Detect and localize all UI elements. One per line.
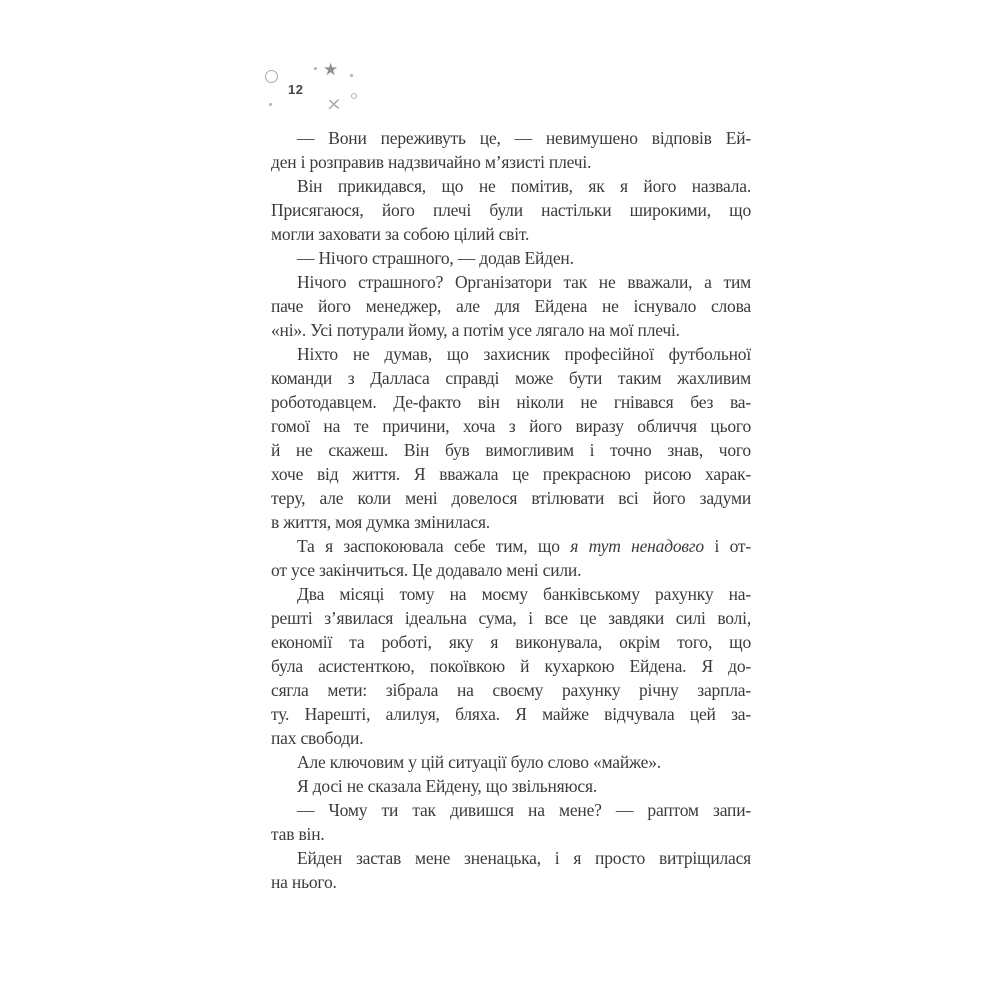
text-line xyxy=(271,726,751,750)
text-line xyxy=(271,414,751,438)
text-segment: Я досі не сказала Ейдену, що звільняюся. xyxy=(297,776,598,796)
text-line xyxy=(271,630,751,654)
text-line xyxy=(271,390,751,414)
text-segment: могли заховати за собою цілий світ. xyxy=(271,224,530,244)
text-segment: економії та роботі, яку я виконувала, окрім того, що xyxy=(271,632,751,652)
text-line xyxy=(271,798,751,822)
text-line xyxy=(271,270,751,294)
text-segment: Але ключовим у цій ситуації було слово «майже». xyxy=(297,752,661,772)
text-segment: «ні». Усі потурали йому, а потім усе лягало на мої плечі. xyxy=(271,320,680,340)
dot-icon xyxy=(269,103,272,106)
small-circle-icon xyxy=(351,93,357,99)
text-line xyxy=(271,342,751,366)
text-segment: Присягаюся, його плечі були настільки широкими, що xyxy=(271,200,751,220)
text-line xyxy=(271,198,751,222)
text-line xyxy=(271,654,751,678)
text-segment: Ейден застав мене зненацька, і я просто витріщилася xyxy=(297,848,751,868)
text-segment: команди з Далласа справді може бути таким жахливим xyxy=(271,368,751,388)
text-line xyxy=(271,294,751,318)
text-segment: — Чому ти так дивишся на мене? — раптом запи- xyxy=(297,800,751,820)
text-segment: гомої на те причини, хоча з його виразу обличчя цього xyxy=(271,416,751,436)
text-segment: — Нічого страшного, — додав Ейден. xyxy=(297,248,574,268)
dot-icon xyxy=(314,67,317,70)
text-line xyxy=(271,870,751,894)
text-segment: решті з’явилася ідеальна сума, і все це завдяки силі волі, xyxy=(271,608,751,628)
text-segment: ту. Нарешті, алилуя, бляха. Я майже відчувала цей за- xyxy=(271,704,751,724)
text-segment: в життя, моя думка змінилася. xyxy=(271,512,490,532)
text-segment: Два місяці тому на моєму банківському рахунку на- xyxy=(297,584,751,604)
text-segment: от усе закінчиться. Це додавало мені сили. xyxy=(271,560,582,580)
text-line xyxy=(271,534,751,558)
text-segment: роботодавцем. Де-факто він ніколи не гнівався без ва- xyxy=(271,392,751,412)
dot-icon xyxy=(350,74,353,77)
text-line xyxy=(271,822,751,846)
text-line xyxy=(271,582,751,606)
text-line xyxy=(271,510,751,534)
text-segment: Він прикидався, що не помітив, як я його назвала. xyxy=(297,176,751,196)
star-icon: ★ xyxy=(323,60,339,80)
italic-text: я тут ненадовго xyxy=(570,536,704,556)
text-line xyxy=(271,126,751,150)
text-segment: сягла мети: зібрала на своєму рахунку річну зарпла- xyxy=(271,680,751,700)
text-line xyxy=(271,846,751,870)
ring-icon xyxy=(265,70,278,83)
text-line xyxy=(271,462,751,486)
text-line xyxy=(271,750,751,774)
text-line xyxy=(271,558,751,582)
text-line xyxy=(271,702,751,726)
text-segment: на нього. xyxy=(271,872,337,892)
text-line xyxy=(271,366,751,390)
text-segment: хоче від життя. Я вважала це прекрасною рисою харак- xyxy=(271,464,751,484)
text-segment: ден і розправив надзвичайно м’язисті плечі. xyxy=(271,152,592,172)
text-segment: Та я заспокоювала себе тим, що xyxy=(297,536,571,556)
text-segment: — Вони переживуть це, — невимушено відповів Ей- xyxy=(297,128,751,148)
text-segment: паче його менеджер, але для Ейдена не існувало слова xyxy=(271,296,751,316)
text-line xyxy=(271,774,751,798)
text-line xyxy=(271,222,751,246)
text-segment: Нічого страшного? Організатори так не вважали, а тим xyxy=(297,272,751,292)
text-line xyxy=(271,150,751,174)
text-segment: Ніхто не думав, що захисник професійної футбольної xyxy=(297,344,751,364)
text-line xyxy=(271,606,751,630)
text-segment: тав він. xyxy=(271,824,325,844)
text-segment: пах свободи. xyxy=(271,728,364,748)
page-number: 12 xyxy=(288,82,304,97)
text-segment: й не скажеш. Він був вимогливим і точно знав, чого xyxy=(271,440,751,460)
text-line xyxy=(271,174,751,198)
sparkle-x-icon xyxy=(328,98,340,110)
text-line xyxy=(271,486,751,510)
text-segment: теру, але коли мені довелося втілювати всі його задуми xyxy=(271,488,751,508)
text-segment: була асистенткою, покоївкою й кухаркою Ейдена. Я до- xyxy=(271,656,751,676)
text-line xyxy=(271,318,751,342)
page-text xyxy=(271,126,751,894)
text-line xyxy=(271,246,751,270)
text-line xyxy=(271,678,751,702)
text-line xyxy=(271,438,751,462)
text-segment: і от- xyxy=(703,536,751,556)
